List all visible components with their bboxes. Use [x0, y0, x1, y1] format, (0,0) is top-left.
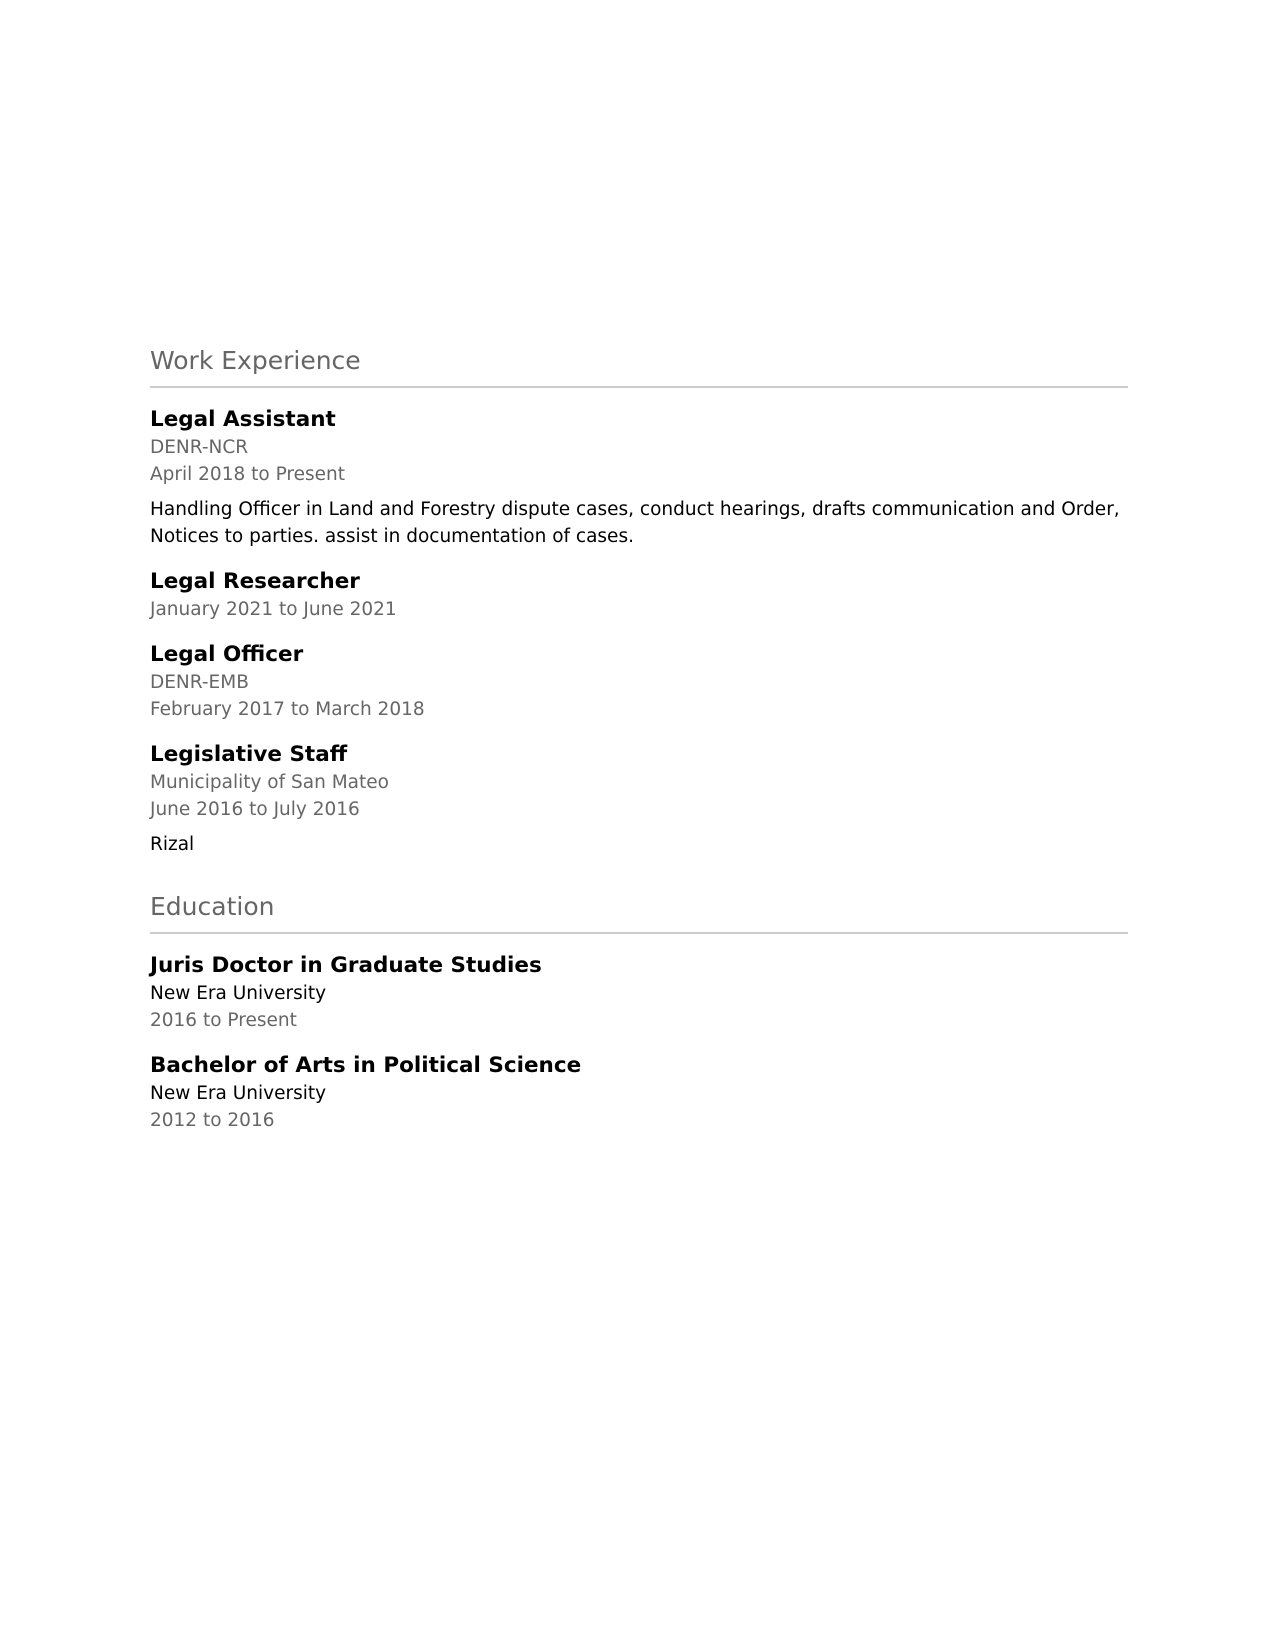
education-heading: Education: [150, 892, 1128, 934]
job-title: Legal Assistant: [150, 407, 336, 432]
work-entry: [150, 406, 1128, 550]
employer: Municipality of San Mateo: [150, 772, 389, 793]
employer: DENR-EMB: [150, 672, 249, 693]
employment-dates: June 2016 to July 2016: [150, 799, 360, 820]
work-entry: [150, 741, 1128, 858]
degree-title: Bachelor of Arts in Political Science: [150, 1053, 582, 1078]
employer: DENR-NCR: [150, 437, 249, 458]
work-entry: [150, 568, 1128, 623]
employment-dates: January 2021 to June 2021: [150, 599, 397, 620]
degree-title: Juris Doctor in Graduate Studies: [150, 953, 542, 978]
education-entry: [150, 1052, 1128, 1134]
job-description: Handling Officer in Land and Forestry dispute cases, conduct hearings, drafts communication and Order, Notices to parties. assist in documentation of cases.: [150, 499, 1120, 547]
education-dates: 2016 to Present: [150, 1010, 297, 1031]
education-list: [150, 934, 1128, 1134]
employment-dates: April 2018 to Present: [150, 464, 345, 485]
job-description: Rizal: [150, 834, 195, 855]
job-title: Legal Officer: [150, 642, 304, 667]
work-experience-list: [150, 388, 1128, 858]
job-title: Legislative Staff: [150, 742, 348, 767]
education-dates: 2012 to 2016: [150, 1110, 275, 1131]
work-experience-heading: Work Experience: [150, 346, 1128, 388]
job-title: Legal Researcher: [150, 569, 360, 594]
school-name: New Era University: [150, 983, 327, 1004]
education-section: [150, 892, 1128, 1134]
work-experience-section: [150, 346, 1128, 858]
resume-page: [150, 346, 1128, 1134]
education-entry: [150, 952, 1128, 1034]
employment-dates: February 2017 to March 2018: [150, 699, 425, 720]
work-entry: [150, 641, 1128, 723]
school-name: New Era University: [150, 1083, 327, 1104]
